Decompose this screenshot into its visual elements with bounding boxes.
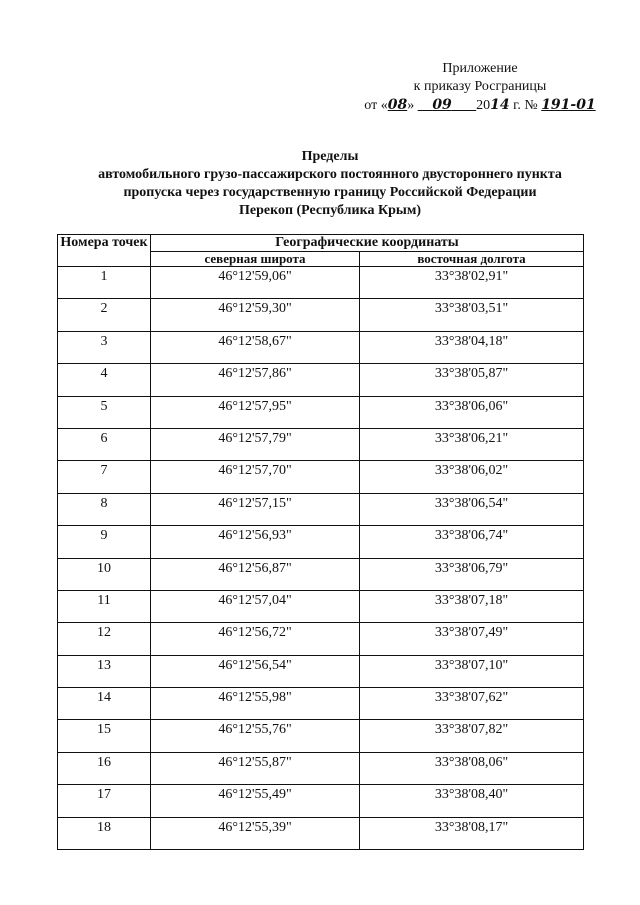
date-prefix: от « — [364, 98, 388, 113]
latitude-cell: 46°12'58,67" — [151, 331, 360, 363]
longitude-cell: 33°38'04,18" — [360, 331, 584, 363]
latitude-cell: 46°12'57,70" — [151, 461, 360, 493]
order-number-label: г. № — [513, 98, 538, 113]
latitude-cell: 46°12'57,86" — [151, 364, 360, 396]
header-latitude: северная широта — [151, 252, 360, 267]
longitude-cell: 33°38'05,87" — [360, 364, 584, 396]
table-row — [58, 785, 584, 817]
date-month-value: 09 — [432, 97, 452, 113]
table-row — [58, 590, 584, 622]
table-row — [58, 299, 584, 331]
longitude-cell: 33°38'03,51" — [360, 299, 584, 331]
latitude-cell: 46°12'57,79" — [151, 428, 360, 460]
coordinates-table — [57, 234, 584, 850]
point-number-cell: 8 — [58, 493, 151, 525]
table-row — [58, 655, 584, 687]
latitude-cell: 46°12'56,54" — [151, 655, 360, 687]
latitude-cell: 46°12'56,72" — [151, 623, 360, 655]
latitude-cell: 46°12'57,15" — [151, 493, 360, 525]
latitude-cell: 46°12'59,30" — [151, 299, 360, 331]
table-row — [58, 720, 584, 752]
latitude-cell: 46°12'56,93" — [151, 526, 360, 558]
longitude-cell: 33°38'02,91" — [360, 267, 584, 299]
latitude-cell: 46°12'55,76" — [151, 720, 360, 752]
point-number-cell: 18 — [58, 817, 151, 849]
latitude-cell: 46°12'57,04" — [151, 590, 360, 622]
longitude-cell: 33°38'08,40" — [360, 785, 584, 817]
order-number: 191-01 — [541, 97, 596, 113]
appendix-block — [360, 60, 600, 115]
table-body — [58, 267, 584, 850]
table-row — [58, 267, 584, 299]
document-title — [60, 148, 600, 220]
point-number-cell: 4 — [58, 364, 151, 396]
date-month — [418, 97, 476, 113]
table-row — [58, 461, 584, 493]
latitude-cell: 46°12'56,87" — [151, 558, 360, 590]
title-line-1: Пределы — [301, 149, 359, 164]
latitude-cell: 46°12'57,95" — [151, 396, 360, 428]
longitude-cell: 33°38'08,17" — [360, 817, 584, 849]
longitude-cell: 33°38'06,21" — [360, 428, 584, 460]
point-number-cell: 12 — [58, 623, 151, 655]
point-number-cell: 1 — [58, 267, 151, 299]
header-point-number: Номера точек — [58, 235, 151, 267]
latitude-cell: 46°12'55,49" — [151, 785, 360, 817]
longitude-cell: 33°38'07,49" — [360, 623, 584, 655]
title-line-4: Перекоп (Республика Крым) — [238, 203, 422, 218]
point-number-cell: 17 — [58, 785, 151, 817]
latitude-cell: 46°12'59,06" — [151, 267, 360, 299]
table-row — [58, 623, 584, 655]
longitude-cell: 33°38'06,06" — [360, 396, 584, 428]
header-geo-coords: Географические координаты — [151, 235, 584, 252]
table-row — [58, 396, 584, 428]
date-year-prefix: 20 — [476, 98, 491, 113]
point-number-cell: 11 — [58, 590, 151, 622]
table-row — [58, 688, 584, 720]
title-line-2: автомобильного грузо-пассажирского постоянного двустороннего пункта — [98, 167, 562, 182]
appendix-order-date-line — [360, 96, 600, 115]
date-year-suffix: 14 — [490, 97, 510, 113]
table-row — [58, 817, 584, 849]
point-number-cell: 3 — [58, 331, 151, 363]
latitude-cell: 46°12'55,39" — [151, 817, 360, 849]
longitude-cell: 33°38'06,74" — [360, 526, 584, 558]
date-quote-close: » — [407, 98, 415, 113]
longitude-cell: 33°38'06,79" — [360, 558, 584, 590]
longitude-cell: 33°38'07,62" — [360, 688, 584, 720]
point-number-cell: 7 — [58, 461, 151, 493]
longitude-cell: 33°38'07,10" — [360, 655, 584, 687]
title-line-3: пропуска через государственную границу Российской Федерации — [123, 185, 537, 200]
longitude-cell: 33°38'06,02" — [360, 461, 584, 493]
appendix-title: Приложение — [442, 61, 518, 76]
longitude-cell: 33°38'07,18" — [360, 590, 584, 622]
latitude-cell: 46°12'55,87" — [151, 752, 360, 784]
longitude-cell: 33°38'06,54" — [360, 493, 584, 525]
date-day: 08 — [387, 97, 408, 113]
table-row — [58, 364, 584, 396]
point-number-cell: 10 — [58, 558, 151, 590]
longitude-cell: 33°38'08,06" — [360, 752, 584, 784]
table-row — [58, 428, 584, 460]
table-row — [58, 493, 584, 525]
point-number-cell: 15 — [58, 720, 151, 752]
point-number-cell: 2 — [58, 299, 151, 331]
point-number-cell: 5 — [58, 396, 151, 428]
point-number-cell: 16 — [58, 752, 151, 784]
table-row — [58, 558, 584, 590]
table-row — [58, 752, 584, 784]
header-longitude: восточная долгота — [360, 252, 584, 267]
point-number-cell: 13 — [58, 655, 151, 687]
longitude-cell: 33°38'07,82" — [360, 720, 584, 752]
latitude-cell: 46°12'55,98" — [151, 688, 360, 720]
point-number-cell: 6 — [58, 428, 151, 460]
point-number-cell: 14 — [58, 688, 151, 720]
table-row — [58, 526, 584, 558]
appendix-order-ref: к приказу Росграницы — [413, 79, 547, 94]
point-number-cell: 9 — [58, 526, 151, 558]
table-row — [58, 331, 584, 363]
